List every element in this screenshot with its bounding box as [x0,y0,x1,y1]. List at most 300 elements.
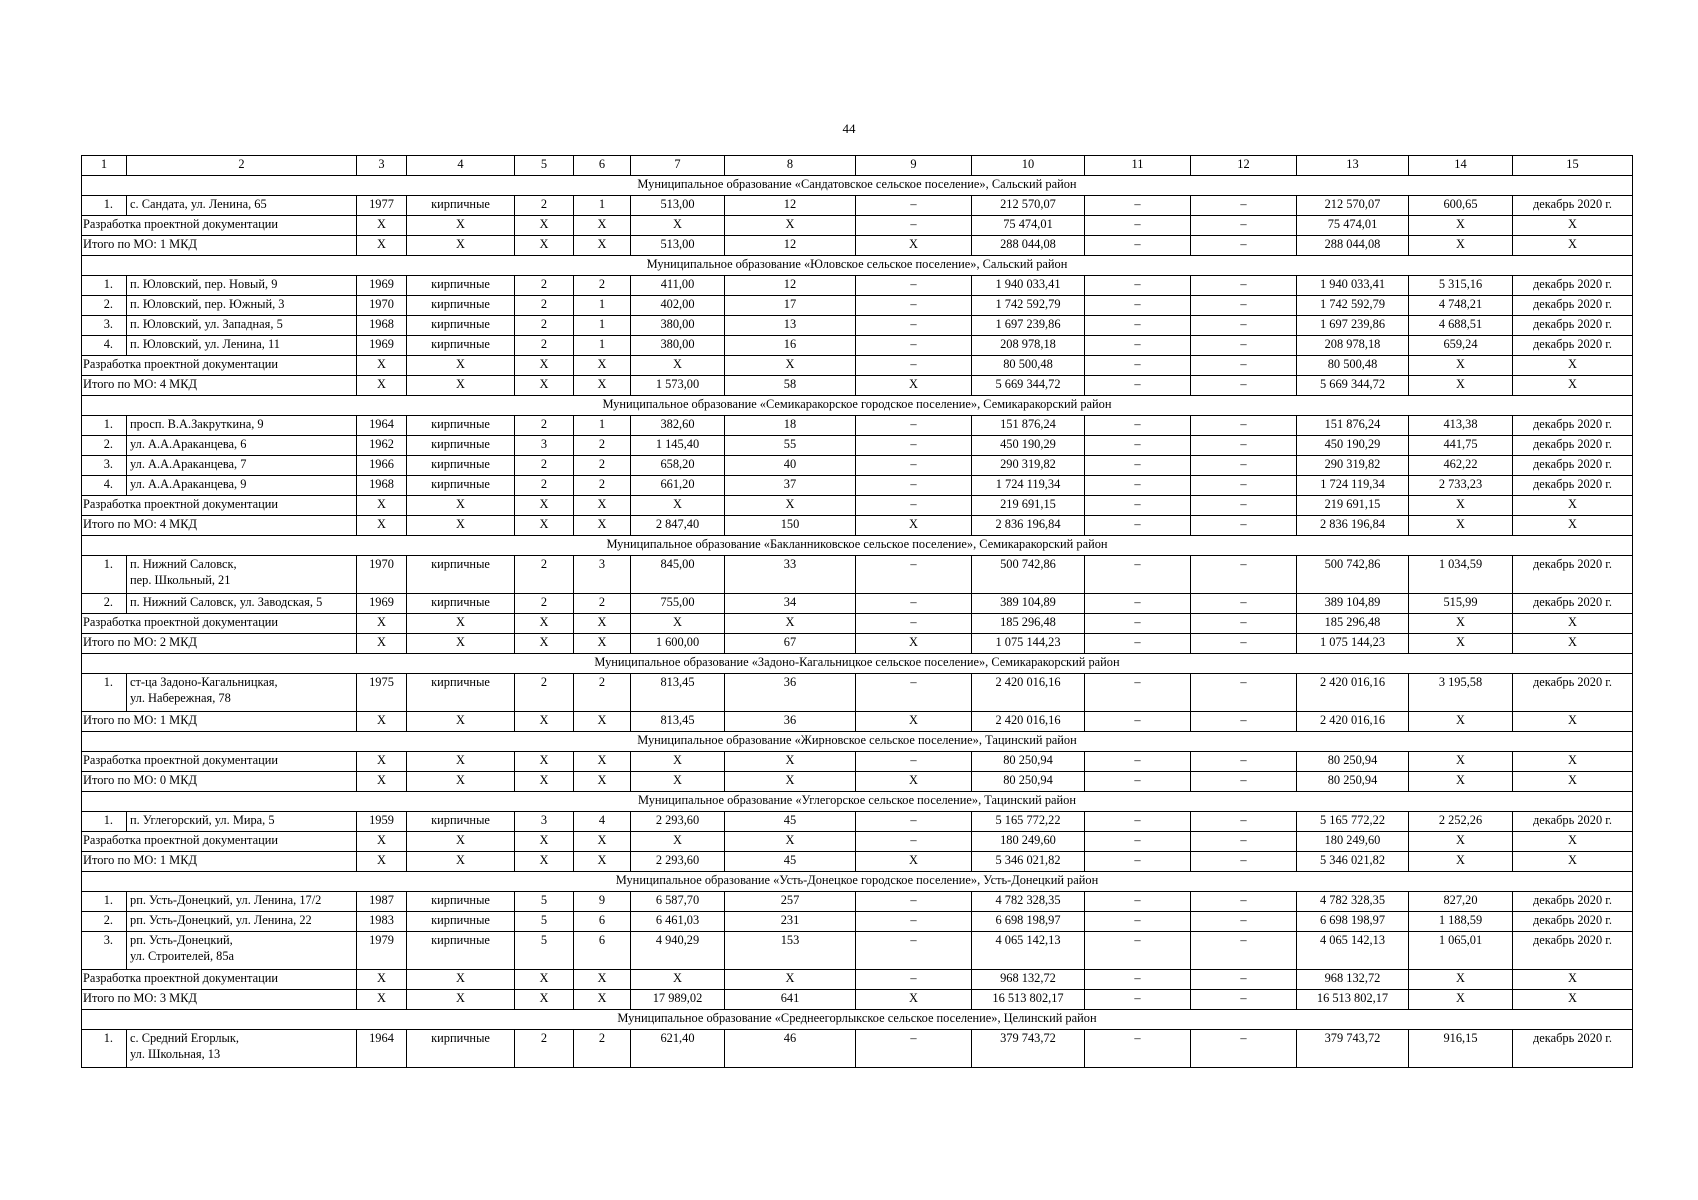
table-cell: X [725,772,856,792]
table-cell: 1 [574,316,631,336]
summary-label: Итого по МО: 1 МКД [82,236,357,256]
table-cell: 968 132,72 [1297,970,1409,990]
table-row [82,556,1633,594]
table-cell: X [574,772,631,792]
table-cell: X [856,516,972,536]
table-cell: декабрь 2020 г. [1513,476,1633,496]
table-cell: X [407,852,515,872]
table-body [82,176,1633,1068]
address-cell: рп. Усть-Донецкий, ул. Ленина, 17/2 [127,892,357,912]
table-cell: – [1085,556,1191,594]
table-cell: 33 [725,556,856,594]
table-cell: X [515,496,574,516]
summary-label: Итого по МО: 2 МКД [82,634,357,654]
table-cell: X [631,496,725,516]
table-cell: 441,75 [1409,436,1513,456]
table-cell: – [856,416,972,436]
table-cell: – [856,594,972,614]
table-cell: X [407,634,515,654]
section-row [82,256,1633,276]
table-cell: – [1191,416,1297,436]
table-cell: 2 [515,336,574,356]
table-cell: X [515,516,574,536]
table-cell: 1 145,40 [631,436,725,456]
table-cell: X [407,990,515,1010]
table-cell: 2 [515,594,574,614]
table-cell: 5 165 772,22 [972,812,1085,832]
table-cell: – [1085,516,1191,536]
table-cell: – [1085,1030,1191,1068]
table-cell: 2. [82,296,127,316]
table-cell: X [357,216,407,236]
table-cell: декабрь 2020 г. [1513,436,1633,456]
summary-label: Разработка проектной документации [82,216,357,236]
address-cell: п. Юловский, ул. Ленина, 11 [127,336,357,356]
table-cell: 2. [82,912,127,932]
table-cell: 40 [725,456,856,476]
table-cell: 17 [725,296,856,316]
table-cell: 16 513 802,17 [972,990,1085,1010]
table-cell: 916,15 [1409,1030,1513,1068]
table-cell: X [725,356,856,376]
table-cell: 1970 [357,556,407,594]
table-cell: X [1513,236,1633,256]
table-cell: – [1085,496,1191,516]
table-row [82,892,1633,912]
table-cell: 2 [515,456,574,476]
table-cell: X [631,752,725,772]
table-cell: 37 [725,476,856,496]
table-cell: – [856,674,972,712]
table-cell: 4 782 328,35 [972,892,1085,912]
table-cell: декабрь 2020 г. [1513,316,1633,336]
table-cell: 2 [515,476,574,496]
table-cell: – [1085,296,1191,316]
table-cell: X [515,634,574,654]
table-cell: 2 836 196,84 [972,516,1085,536]
section-title: Муниципальное образование «Жирновское сельское поселение», Тацинский район [82,732,1633,752]
table-cell: 2 420 016,16 [972,712,1085,732]
table-cell: 379 743,72 [1297,1030,1409,1068]
column-number-1: 1 [82,156,127,176]
table-cell: декабрь 2020 г. [1513,556,1633,594]
table-cell: 1 940 033,41 [972,276,1085,296]
table-cell: кирпичные [407,416,515,436]
section-row [82,732,1633,752]
table-cell: – [856,496,972,516]
table-cell: – [1085,476,1191,496]
table-cell: – [1191,852,1297,872]
table-cell: – [1085,852,1191,872]
table-cell: 1 188,59 [1409,912,1513,932]
table-cell: 1 [574,416,631,436]
table-cell: – [1191,634,1297,654]
table-cell: 1979 [357,932,407,970]
table-cell: X [407,376,515,396]
address-cell: п. Юловский, пер. Новый, 9 [127,276,357,296]
table-cell: X [725,216,856,236]
table-cell: – [1191,712,1297,732]
address-cell: ст-ца Задоно-Кагальницкая, ул. Набережная, 78 [127,674,357,712]
table-cell: 208 978,18 [1297,336,1409,356]
table-row [82,812,1633,832]
table-cell: 659,24 [1409,336,1513,356]
table-cell: X [515,990,574,1010]
table-cell: – [1191,316,1297,336]
summary-row [82,970,1633,990]
column-number-13: 13 [1297,156,1409,176]
table-cell: X [856,712,972,732]
table-cell: X [631,772,725,792]
table-cell: 80 500,48 [1297,356,1409,376]
table-cell: – [1085,316,1191,336]
table-cell: – [1191,752,1297,772]
table-cell: 1962 [357,436,407,456]
table-cell: X [1513,832,1633,852]
table-cell: – [856,356,972,376]
table-cell: 45 [725,812,856,832]
table-cell: 1969 [357,336,407,356]
table-cell: X [856,236,972,256]
table-cell: 212 570,07 [1297,196,1409,216]
table-cell: X [1513,216,1633,236]
table-cell: 67 [725,634,856,654]
table-cell: X [1409,236,1513,256]
table-cell: 1 075 144,23 [972,634,1085,654]
table-cell: декабрь 2020 г. [1513,336,1633,356]
table-cell: X [856,376,972,396]
table-cell: X [1513,516,1633,536]
table-cell: – [856,476,972,496]
section-row [82,1010,1633,1030]
table-cell: 1970 [357,296,407,316]
table-cell: X [357,634,407,654]
table-cell: декабрь 2020 г. [1513,674,1633,712]
table-cell: X [515,970,574,990]
column-number-7: 7 [631,156,725,176]
table-cell: 58 [725,376,856,396]
table-cell: 12 [725,196,856,216]
table-cell: 4 065 142,13 [1297,932,1409,970]
table-cell: X [574,356,631,376]
table-cell: X [357,356,407,376]
table-cell: – [1085,892,1191,912]
summary-row [82,496,1633,516]
table-cell: 500 742,86 [1297,556,1409,594]
table-cell: 621,40 [631,1030,725,1068]
table-cell: – [1085,356,1191,376]
table-cell: 36 [725,674,856,712]
table-cell: 1. [82,416,127,436]
table-cell: X [725,496,856,516]
summary-label: Разработка проектной документации [82,832,357,852]
table-cell: 2 [515,556,574,594]
table-cell: 3. [82,456,127,476]
table-cell: X [574,852,631,872]
table-cell: декабрь 2020 г. [1513,594,1633,614]
table-cell: 151 876,24 [1297,416,1409,436]
table-cell: – [1191,436,1297,456]
table-cell: X [357,712,407,732]
table-cell: 1966 [357,456,407,476]
table-cell: 1 697 239,86 [972,316,1085,336]
table-cell: – [856,832,972,852]
table-cell: 411,00 [631,276,725,296]
table-cell: 2 252,26 [1409,812,1513,832]
table-cell: X [856,634,972,654]
table-cell: – [1191,674,1297,712]
address-cell: рп. Усть-Донецкий, ул. Строителей, 85а [127,932,357,970]
table-cell: 5 346 021,82 [972,852,1085,872]
table-cell: 4. [82,336,127,356]
table-cell: декабрь 2020 г. [1513,196,1633,216]
table-cell: X [725,970,856,990]
table-cell: 2 [515,1030,574,1068]
table-cell: – [856,614,972,634]
table-row [82,436,1633,456]
summary-label: Разработка проектной документации [82,356,357,376]
table-cell: 1969 [357,276,407,296]
table-cell: – [1085,416,1191,436]
table-cell: 1. [82,892,127,912]
table-cell: 1 034,59 [1409,556,1513,594]
table-cell: 1987 [357,892,407,912]
column-number-row [82,156,1633,176]
table-cell: X [1409,216,1513,236]
table-cell: X [407,712,515,732]
table-row [82,336,1633,356]
table-cell: 257 [725,892,856,912]
table-cell: 402,00 [631,296,725,316]
table-cell: 1964 [357,416,407,436]
column-number-5: 5 [515,156,574,176]
table-cell: кирпичные [407,912,515,932]
table-cell: X [574,216,631,236]
table-cell: кирпичные [407,316,515,336]
table-cell: 2 [574,476,631,496]
table-cell: 968 132,72 [972,970,1085,990]
table-cell: кирпичные [407,436,515,456]
table-cell: X [574,634,631,654]
table-cell: 515,99 [1409,594,1513,614]
table-cell: 185 296,48 [972,614,1085,634]
table-cell: 389 104,89 [972,594,1085,614]
table-cell: 1969 [357,594,407,614]
table-cell: X [515,772,574,792]
table-cell: X [574,970,631,990]
table-cell: 290 319,82 [972,456,1085,476]
table-cell: декабрь 2020 г. [1513,892,1633,912]
summary-label: Итого по МО: 4 МКД [82,516,357,536]
table-cell: X [515,376,574,396]
column-number-15: 15 [1513,156,1633,176]
table-cell: X [407,516,515,536]
table-cell: X [1513,752,1633,772]
table-cell: – [1085,456,1191,476]
table-cell: 845,00 [631,556,725,594]
table-cell: 208 978,18 [972,336,1085,356]
table-cell: 80 250,94 [1297,772,1409,792]
address-cell: п. Нижний Саловск, ул. Заводская, 5 [127,594,357,614]
address-cell: с. Сандата, ул. Ленина, 65 [127,196,357,216]
table-cell: X [631,614,725,634]
summary-label: Итого по МО: 0 МКД [82,772,357,792]
table-cell: 290 319,82 [1297,456,1409,476]
table-cell: кирпичные [407,812,515,832]
table-cell: X [631,216,725,236]
table-cell: – [1085,990,1191,1010]
table-cell: X [407,772,515,792]
column-number-8: 8 [725,156,856,176]
table-cell: 2 [515,316,574,336]
table-cell: – [856,970,972,990]
table-cell: 1 724 119,34 [1297,476,1409,496]
capital-repair-table [81,155,1633,1068]
table-cell: X [856,990,972,1010]
table-cell: 1964 [357,1030,407,1068]
table-cell: X [1409,852,1513,872]
table-cell: – [1191,832,1297,852]
summary-label: Итого по МО: 1 МКД [82,712,357,732]
table-cell: – [1191,296,1297,316]
table-cell: X [407,496,515,516]
table-cell: 1 075 144,23 [1297,634,1409,654]
table-cell: X [1409,752,1513,772]
summary-label: Разработка проектной документации [82,614,357,634]
table-cell: – [1085,436,1191,456]
table-cell: – [856,196,972,216]
table-cell: 3 195,58 [1409,674,1513,712]
table-cell: – [1191,812,1297,832]
address-cell: п. Углегорский, ул. Мира, 5 [127,812,357,832]
table-cell: 1 [574,196,631,216]
table-cell: X [631,356,725,376]
table-cell: X [856,852,972,872]
table-cell: X [574,832,631,852]
table-cell: 5 669 344,72 [972,376,1085,396]
table-cell: 1 940 033,41 [1297,276,1409,296]
table-cell: – [1191,1030,1297,1068]
table-cell: X [1513,376,1633,396]
table-cell: X [725,614,856,634]
table-row [82,276,1633,296]
table-cell: 16 513 802,17 [1297,990,1409,1010]
table-cell: X [1409,614,1513,634]
table-cell: X [515,832,574,852]
summary-label: Разработка проектной документации [82,496,357,516]
table-cell: кирпичные [407,476,515,496]
table-cell: 80 500,48 [972,356,1085,376]
table-cell: X [357,852,407,872]
table-cell: X [631,832,725,852]
table-cell: – [1085,614,1191,634]
table-cell: 4 748,21 [1409,296,1513,316]
table-cell: декабрь 2020 г. [1513,296,1633,316]
table-cell: 75 474,01 [1297,216,1409,236]
table-cell: 219 691,15 [1297,496,1409,516]
table-cell: – [1085,276,1191,296]
table-cell: 380,00 [631,316,725,336]
table-row [82,456,1633,476]
table-cell: 2 836 196,84 [1297,516,1409,536]
table-cell: 1 [574,336,631,356]
table-cell: 45 [725,852,856,872]
table-cell: X [1513,614,1633,634]
table-cell: 6 587,70 [631,892,725,912]
column-number-3: 3 [357,156,407,176]
table-cell: 2 [574,276,631,296]
table-cell: 755,00 [631,594,725,614]
table-cell: 18 [725,416,856,436]
table-cell: X [1409,772,1513,792]
table-cell: 5 346 021,82 [1297,852,1409,872]
table-cell: 2 [574,456,631,476]
table-cell: декабрь 2020 г. [1513,912,1633,932]
table-cell: – [1191,456,1297,476]
summary-row [82,634,1633,654]
table-cell: кирпичные [407,556,515,594]
table-cell: декабрь 2020 г. [1513,932,1633,970]
table-cell: X [407,356,515,376]
section-title: Муниципальное образование «Юловское сельское поселение», Сальский район [82,256,1633,276]
table-cell: X [407,216,515,236]
table-row [82,932,1633,970]
address-cell: п. Юловский, ул. Западная, 5 [127,316,357,336]
table-cell: – [1191,594,1297,614]
table-row [82,316,1633,336]
table-cell: X [357,614,407,634]
table-row [82,1030,1633,1068]
table-cell: – [1191,970,1297,990]
table-cell: 2 420 016,16 [1297,674,1409,712]
table-cell: 5 315,16 [1409,276,1513,296]
section-title: Муниципальное образование «Сандатовское сельское поселение», Сальский район [82,176,1633,196]
table-cell: 3 [515,436,574,456]
table-cell: – [1085,970,1191,990]
table-cell: X [515,216,574,236]
section-title: Муниципальное образование «Углегорское сельское поселение», Тацинский район [82,792,1633,812]
table-cell: – [1085,336,1191,356]
table-cell: 36 [725,712,856,732]
table-cell: X [357,772,407,792]
section-row [82,872,1633,892]
table-cell: – [1191,216,1297,236]
table-cell: кирпичные [407,1030,515,1068]
table-cell: – [856,752,972,772]
table-cell: 151 876,24 [972,416,1085,436]
table-cell: декабрь 2020 г. [1513,456,1633,476]
table-cell: X [574,752,631,772]
table-cell: декабрь 2020 г. [1513,276,1633,296]
table-cell: 1968 [357,476,407,496]
table-cell: 3 [515,812,574,832]
table-cell: 1 724 119,34 [972,476,1085,496]
table-cell: 1 600,00 [631,634,725,654]
table-cell: 4 [574,812,631,832]
summary-row [82,216,1633,236]
summary-label: Итого по МО: 1 МКД [82,852,357,872]
table-cell: 1. [82,812,127,832]
table-cell: 1983 [357,912,407,932]
address-cell: ул. А.А.Араканцева, 7 [127,456,357,476]
summary-row [82,516,1633,536]
table-cell: 180 249,60 [1297,832,1409,852]
table-cell: X [515,614,574,634]
table-cell: X [357,832,407,852]
table-cell: кирпичные [407,892,515,912]
column-number-6: 6 [574,156,631,176]
table-cell: 658,20 [631,456,725,476]
